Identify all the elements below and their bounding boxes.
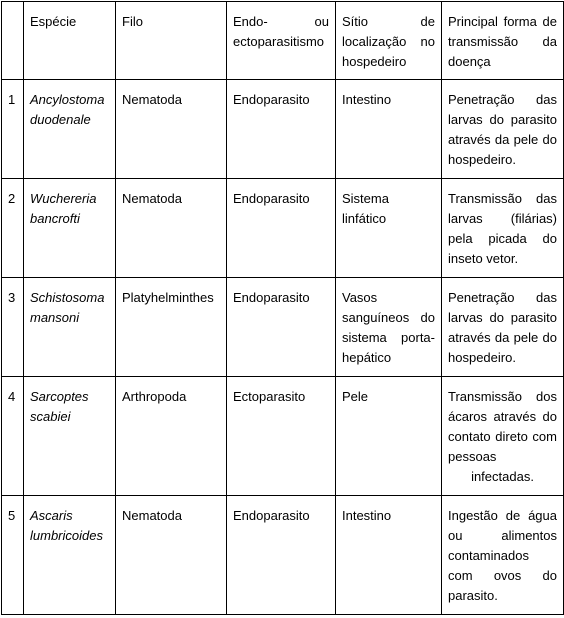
table-row — [2, 179, 564, 278]
header-row — [2, 2, 564, 80]
table-row — [2, 278, 564, 377]
parasitism-cell: Endoparasito — [227, 496, 336, 615]
header-transmission: Principal forma de transmissão da doença — [442, 2, 564, 80]
header-species: Espécie — [24, 2, 116, 80]
species-cell: Ancylostoma duodenale — [24, 80, 116, 179]
header-num — [2, 2, 24, 80]
parasitism-cell: Endoparasito — [227, 179, 336, 278]
site-cell: Intestino — [336, 496, 442, 615]
species-cell: Wuchereria bancrofti — [24, 179, 116, 278]
parasite-table — [1, 1, 564, 615]
row-number: 3 — [2, 278, 24, 377]
transmission-cell: Penetração das larvas do parasito através da pele do hospedeiro. — [442, 80, 564, 179]
site-cell: Pele — [336, 377, 442, 496]
species-cell: Sarcoptes scabiei — [24, 377, 116, 496]
phylum-cell: Nematoda — [116, 496, 227, 615]
row-number: 1 — [2, 80, 24, 179]
row-number: 2 — [2, 179, 24, 278]
transmission-cell: Transmissão dos ácaros através do contato direto com pessoas infectadas. — [442, 377, 564, 496]
row-number: 4 — [2, 377, 24, 496]
row-number: 5 — [2, 496, 24, 615]
site-cell: Vasos sanguíneos do sistema porta-hepático — [336, 278, 442, 377]
phylum-cell: Platyhelminthes — [116, 278, 227, 377]
transmission-cell: Ingestão de água ou alimentos contaminados com ovos do parasito. — [442, 496, 564, 615]
transmission-cell: Transmissão das larvas (filárias) pela picada do inseto vetor. — [442, 179, 564, 278]
species-cell: Ascaris lumbricoides — [24, 496, 116, 615]
transmission-cell: Penetração das larvas do parasito através da pele do hospedeiro. — [442, 278, 564, 377]
header-site: Sítio de localização no hospedeiro — [336, 2, 442, 80]
parasitism-cell: Ectoparasito — [227, 377, 336, 496]
species-cell: Schistosoma mansoni — [24, 278, 116, 377]
site-cell: Intestino — [336, 80, 442, 179]
site-cell: Sistema linfático — [336, 179, 442, 278]
parasitism-cell: Endoparasito — [227, 278, 336, 377]
phylum-cell: Nematoda — [116, 80, 227, 179]
header-parasitism: Endo- ou ectoparasitismo — [227, 2, 336, 80]
table-row — [2, 80, 564, 179]
table-row — [2, 377, 564, 496]
table-row — [2, 496, 564, 615]
parasitism-cell: Endoparasito — [227, 80, 336, 179]
phylum-cell: Arthropoda — [116, 377, 227, 496]
phylum-cell: Nematoda — [116, 179, 227, 278]
header-phylum: Filo — [116, 2, 227, 80]
